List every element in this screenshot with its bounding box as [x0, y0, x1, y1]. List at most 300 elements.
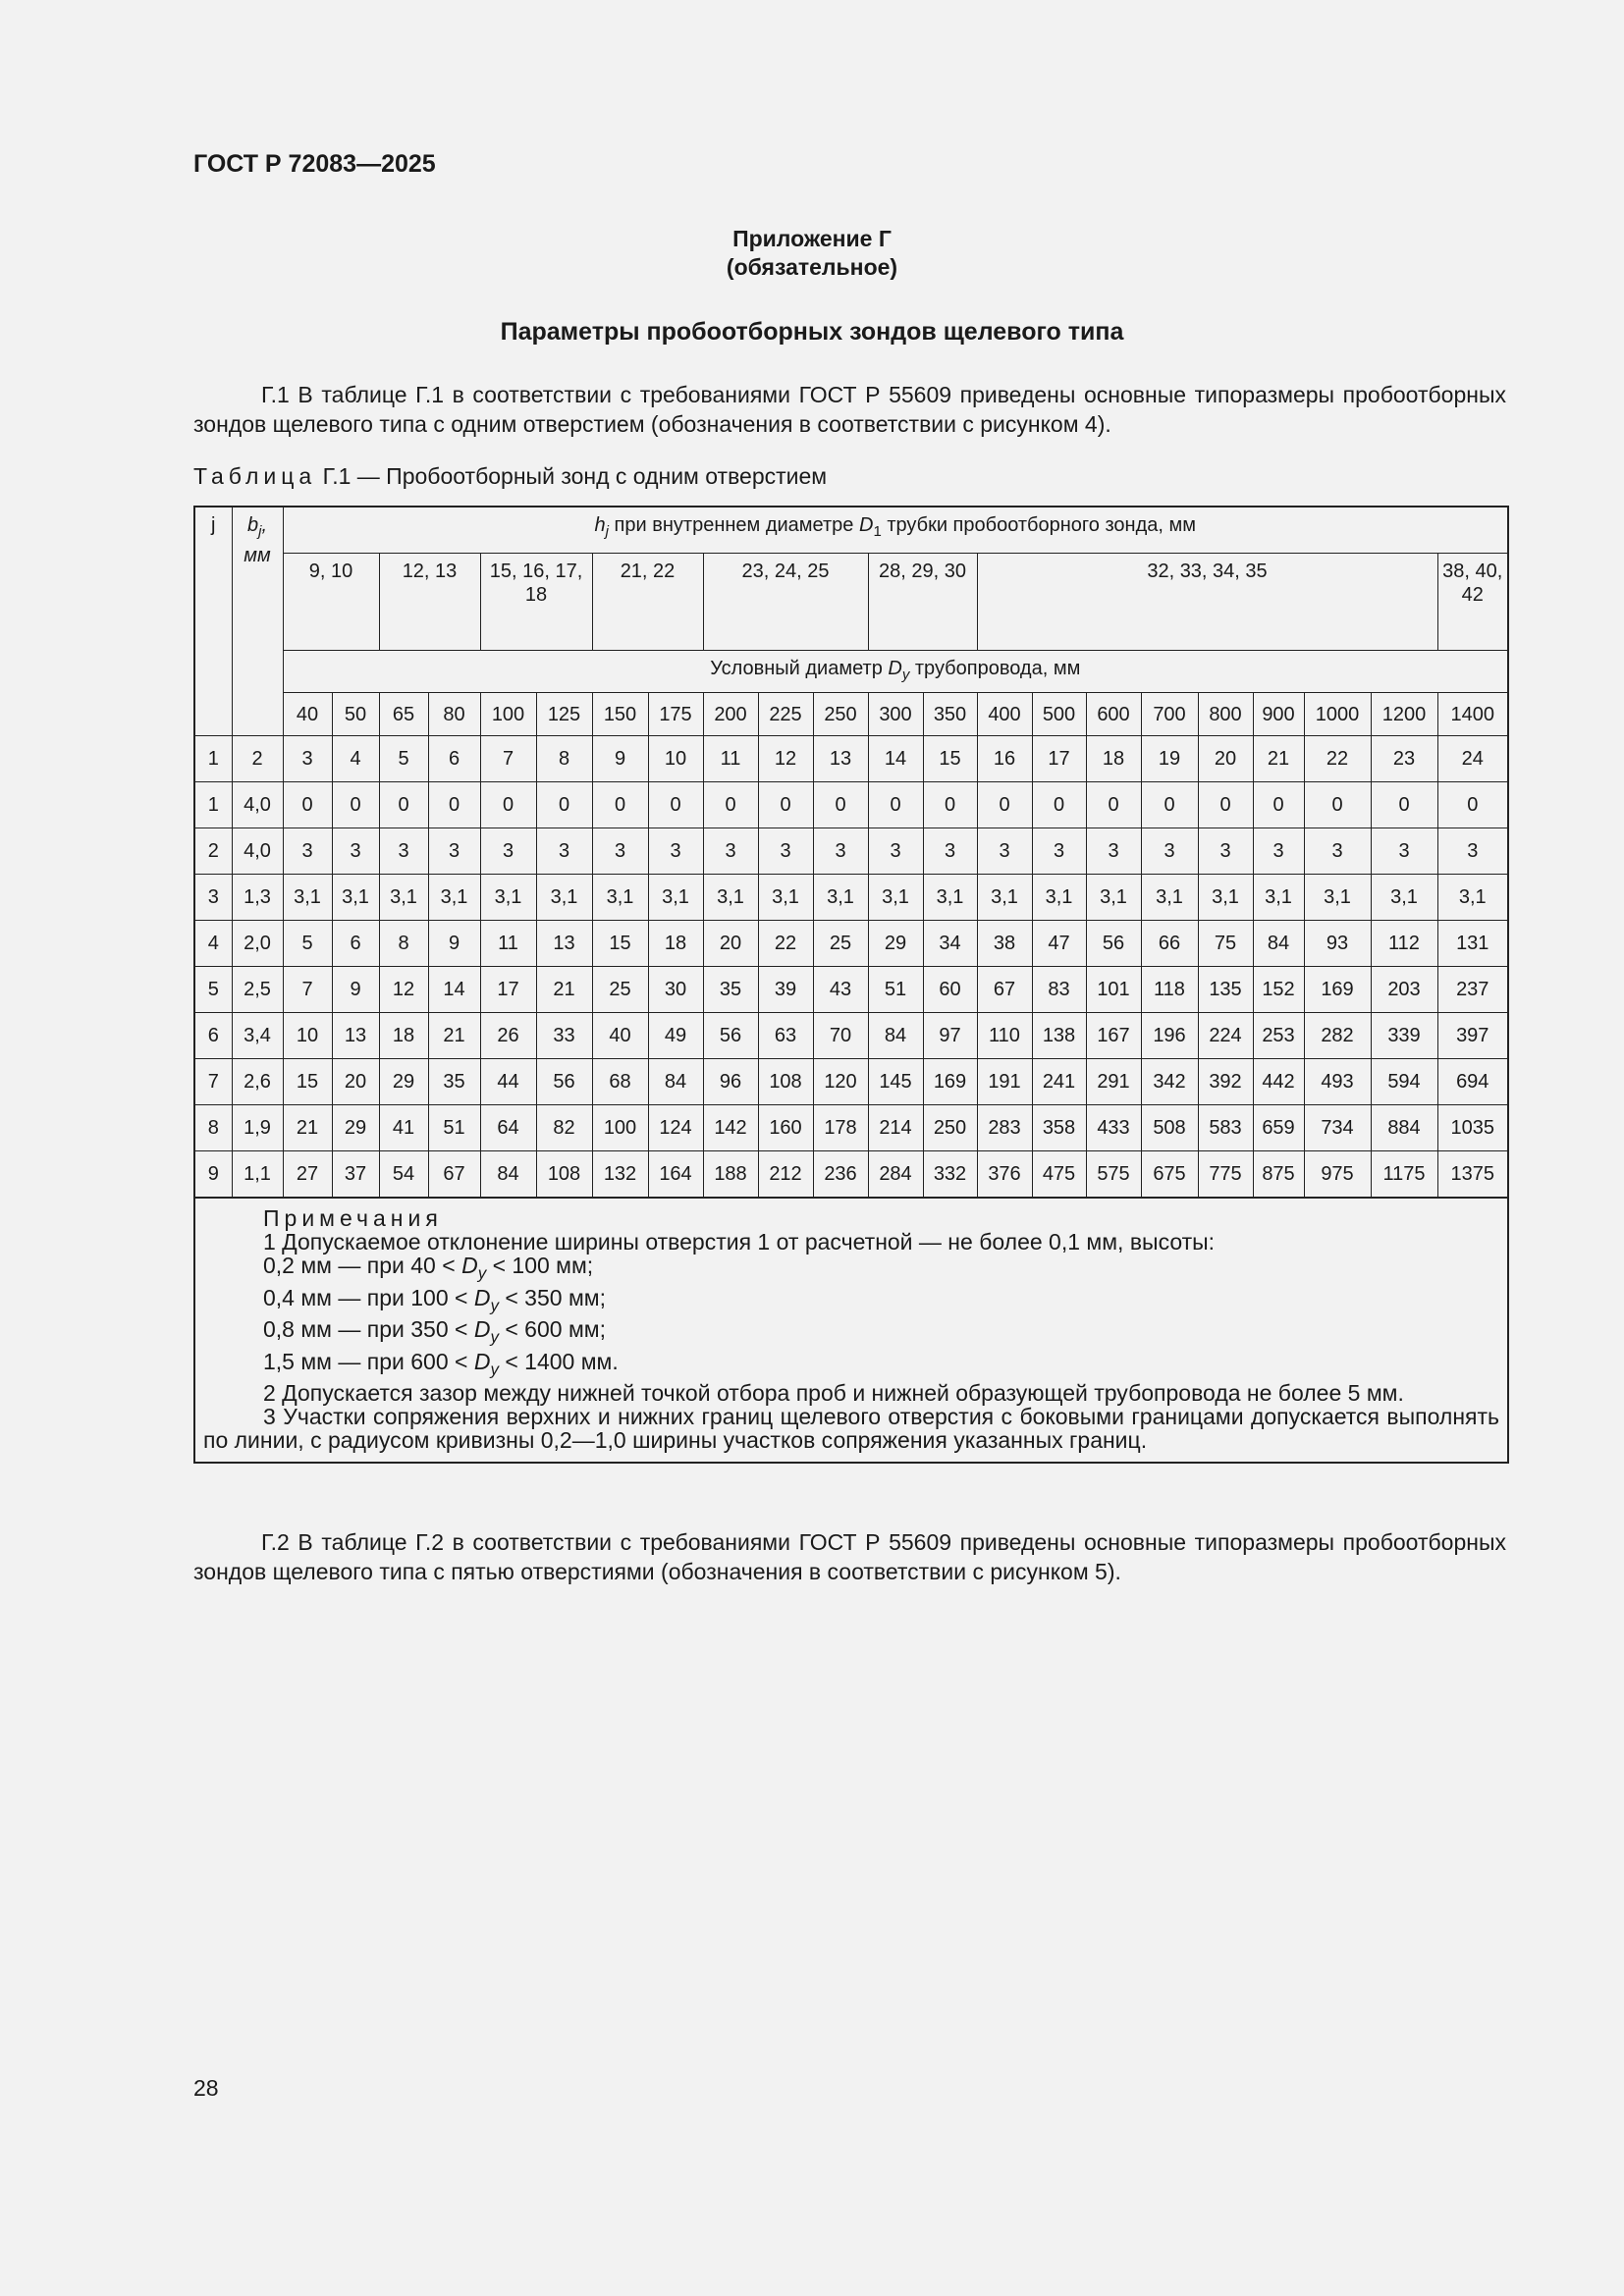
table-cell: 212 [758, 1151, 813, 1199]
notes-title: Примечания [263, 1205, 443, 1231]
column-index-cell: 5 [379, 736, 428, 782]
table-cell: 35 [428, 1059, 480, 1105]
table-cell: 2,5 [232, 967, 283, 1013]
table-cell: 47 [1032, 921, 1086, 967]
table-cell: 15 [592, 921, 648, 967]
column-header-bj: $b_j$, мм [232, 507, 283, 736]
table-cell: 75 [1198, 921, 1253, 967]
table-cell: 49 [648, 1013, 703, 1059]
table-cell: 4,0 [232, 782, 283, 828]
table-cell: 253 [1253, 1013, 1304, 1059]
paragraph-g1: Г.1 В таблице Г.1 в соответствии с требованиями ГОСТ Р 55609 приведены основные типоразмеры пробоотборных зондов щелевого типа с одним отверстием (обозначения в соответствии с рисунком 4). [193, 382, 1506, 437]
table-cell: 0 [813, 782, 868, 828]
column-index-cell: 19 [1141, 736, 1198, 782]
table-cell: 0 [1253, 782, 1304, 828]
table-cell: 11 [480, 921, 536, 967]
table-cell: 18 [648, 921, 703, 967]
table-cell: 67 [977, 967, 1032, 1013]
table-cell: 675 [1141, 1151, 1198, 1199]
table-cell: 0 [283, 782, 332, 828]
table-cell: 3,1 [1437, 875, 1508, 921]
table-cell: 1375 [1437, 1151, 1508, 1199]
table-cell: 392 [1198, 1059, 1253, 1105]
table-cell: 83 [1032, 967, 1086, 1013]
table-cell: 3,1 [283, 875, 332, 921]
table-cell: 3,1 [536, 875, 592, 921]
table-cell: 3 [536, 828, 592, 875]
column-index-cell: 12 [758, 736, 813, 782]
table-cell: 39 [758, 967, 813, 1013]
table-cell: 3,1 [868, 875, 923, 921]
d1-group-header: 28, 29, 30 [868, 554, 977, 651]
dy-value-header: 100 [480, 693, 536, 736]
table-cell: 3,1 [923, 875, 977, 921]
table-cell: 164 [648, 1151, 703, 1199]
table-cell: 135 [1198, 967, 1253, 1013]
table-cell: 0 [1032, 782, 1086, 828]
column-index-cell: 23 [1371, 736, 1437, 782]
table-cell: 82 [536, 1105, 592, 1151]
appendix-heading [0, 225, 1624, 282]
column-index-cell: 18 [1086, 736, 1141, 782]
note-2: 2 Допускается зазор между нижней точкой отбора проб и нижней образующей трубопровода не более 5 мм. [263, 1380, 1404, 1407]
table-cell: 332 [923, 1151, 977, 1199]
table-cell: 84 [648, 1059, 703, 1105]
dy-value-header: 1000 [1304, 693, 1371, 736]
table-cell: 283 [977, 1105, 1032, 1151]
table-cell: 575 [1086, 1151, 1141, 1199]
dy-label-header: Условный диаметр $D_y$ трубопровода, мм [283, 651, 1508, 693]
table-cell: 236 [813, 1151, 868, 1199]
table-cell: 3 [1086, 828, 1141, 875]
table-cell: 3 [1371, 828, 1437, 875]
table-cell: 38 [977, 921, 1032, 967]
table-row [194, 1059, 1508, 1105]
table-cell: 3,1 [428, 875, 480, 921]
table-cell: 3,1 [480, 875, 536, 921]
table-cell: 84 [480, 1151, 536, 1199]
table-cell: 22 [758, 921, 813, 967]
table-cell: 397 [1437, 1013, 1508, 1059]
column-index-cell: 4 [332, 736, 379, 782]
d1-group-header: 15, 16, 17, 18 [480, 554, 592, 651]
table-cell: 0 [1304, 782, 1371, 828]
table-cell: 26 [480, 1013, 536, 1059]
table-cell: 282 [1304, 1013, 1371, 1059]
table-cell: 0 [758, 782, 813, 828]
table-cell: 594 [1371, 1059, 1437, 1105]
table-cell: 3,1 [1032, 875, 1086, 921]
table-cell: 1 [194, 782, 232, 828]
column-index-cell: 17 [1032, 736, 1086, 782]
table-cell: 493 [1304, 1059, 1371, 1105]
table-cell: 3 [1032, 828, 1086, 875]
table-cell: 0 [480, 782, 536, 828]
table-cell: 0 [1086, 782, 1141, 828]
table-cell: 56 [536, 1059, 592, 1105]
table-notes [194, 1198, 1508, 1463]
table-cell: 3,1 [813, 875, 868, 921]
table-cell: 35 [703, 967, 758, 1013]
table-cell: 131 [1437, 921, 1508, 967]
table-cell: 196 [1141, 1013, 1198, 1059]
table-cell: 4,0 [232, 828, 283, 875]
table-cell: 3,1 [1086, 875, 1141, 921]
dy-value-header: 800 [1198, 693, 1253, 736]
column-index-cell: 13 [813, 736, 868, 782]
table-cell: 27 [283, 1151, 332, 1199]
table-cell: 21 [428, 1013, 480, 1059]
column-index-cell: 11 [703, 736, 758, 782]
d1-group-header: 32, 33, 34, 35 [977, 554, 1437, 651]
table-cell: 475 [1032, 1151, 1086, 1199]
table-cell: 41 [379, 1105, 428, 1151]
note-3: 3 Участки сопряжения верхних и нижних границ щелевого отверстия с боковыми границами допускается выполнять по линии, с радиусом кривизны 0,2—1,0 ширины участков сопряжения указанных границ. [203, 1404, 1500, 1454]
table-cell: 6 [194, 1013, 232, 1059]
table-cell: 64 [480, 1105, 536, 1151]
table-cell: 875 [1253, 1151, 1304, 1199]
dy-value-header: 80 [428, 693, 480, 736]
table-cell: 5 [283, 921, 332, 967]
table-cell: 34 [923, 921, 977, 967]
table-cell: 13 [332, 1013, 379, 1059]
note-1a: 0,2 мм — при $40 < D_y < 100$ мм; [263, 1253, 594, 1283]
table-cell: 2,6 [232, 1059, 283, 1105]
table-cell: 20 [703, 921, 758, 967]
table-cell: 21 [536, 967, 592, 1013]
column-index-cell: 16 [977, 736, 1032, 782]
table-cell: 108 [758, 1059, 813, 1105]
column-index-cell: 1 [194, 736, 232, 782]
note-1b: 0,4 мм — при $100 < D_y < 350$ мм; [263, 1284, 606, 1315]
table-cell: 291 [1086, 1059, 1141, 1105]
table-cell: 97 [923, 1013, 977, 1059]
table-cell: 142 [703, 1105, 758, 1151]
table-cell: 3 [977, 828, 1032, 875]
table-cell: 442 [1253, 1059, 1304, 1105]
table-cell: 120 [813, 1059, 868, 1105]
table-cell: 3 [1304, 828, 1371, 875]
table-cell: 51 [428, 1105, 480, 1151]
d1-group-header: 21, 22 [592, 554, 703, 651]
table-cell: 9 [194, 1151, 232, 1199]
column-index-cell: 3 [283, 736, 332, 782]
table-cell: 13 [536, 921, 592, 967]
table-cell: 3,1 [1371, 875, 1437, 921]
table-cell: 21 [283, 1105, 332, 1151]
table-cell: 376 [977, 1151, 1032, 1199]
table-cell: 3 [813, 828, 868, 875]
table-cell: 4 [194, 921, 232, 967]
table-cell: 8 [379, 921, 428, 967]
table-cell: 358 [1032, 1105, 1086, 1151]
column-index-cell: 7 [480, 736, 536, 782]
table-cell: 1,3 [232, 875, 283, 921]
table-cell: 17 [480, 967, 536, 1013]
table-cell: 0 [977, 782, 1032, 828]
table-cell: 694 [1437, 1059, 1508, 1105]
column-index-cell: 24 [1437, 736, 1508, 782]
dy-value-header: 900 [1253, 693, 1304, 736]
table-cell: 29 [379, 1059, 428, 1105]
table-cell: 145 [868, 1059, 923, 1105]
dy-value-header: 1400 [1437, 693, 1508, 736]
column-index-cell: 2 [232, 736, 283, 782]
table-cell: 3 [648, 828, 703, 875]
table-row [194, 875, 1508, 921]
table-cell: 169 [923, 1059, 977, 1105]
table-cell: 68 [592, 1059, 648, 1105]
table-cell: 1,1 [232, 1151, 283, 1199]
table-cell: 124 [648, 1105, 703, 1151]
table-g1 [193, 506, 1509, 1464]
section-title: Параметры пробоотборных зондов щелевого типа [500, 318, 1124, 346]
table-cell: 0 [332, 782, 379, 828]
table-cell: 51 [868, 967, 923, 1013]
table-cell: 167 [1086, 1013, 1141, 1059]
table-cell: 8 [194, 1105, 232, 1151]
column-index-cell: 9 [592, 736, 648, 782]
table-cell: 3 [1253, 828, 1304, 875]
table-cell: 84 [868, 1013, 923, 1059]
table-cell: 9 [332, 967, 379, 1013]
table-cell: 10 [283, 1013, 332, 1059]
table-cell: 3 [703, 828, 758, 875]
dy-value-header: 600 [1086, 693, 1141, 736]
table-cell: 25 [592, 967, 648, 1013]
dy-value-header: 350 [923, 693, 977, 736]
table-row [194, 921, 1508, 967]
table-cell: 25 [813, 921, 868, 967]
table-cell: 3,1 [379, 875, 428, 921]
table-cell: 15 [283, 1059, 332, 1105]
note-1c: 0,8 мм — при $350 < D_y < 600$ мм; [263, 1316, 606, 1347]
table-cell: 0 [703, 782, 758, 828]
table-cell: 84 [1253, 921, 1304, 967]
table-cell: 3,1 [1198, 875, 1253, 921]
table-cell: 12 [379, 967, 428, 1013]
column-index-cell: 14 [868, 736, 923, 782]
column-index-cell: 15 [923, 736, 977, 782]
table-caption: Таблица Г.1 — Пробоотборный зонд с одним отверстием [193, 463, 828, 489]
table-cell: 975 [1304, 1151, 1371, 1199]
table-cell: 0 [1371, 782, 1437, 828]
dy-value-header: 250 [813, 693, 868, 736]
column-index-cell: 6 [428, 736, 480, 782]
table-cell: 60 [923, 967, 977, 1013]
table-cell: 108 [536, 1151, 592, 1199]
table-cell: 775 [1198, 1151, 1253, 1199]
table-cell: 6 [332, 921, 379, 967]
table-cell: 237 [1437, 967, 1508, 1013]
table-cell: 3 [758, 828, 813, 875]
table-cell: 3 [1141, 828, 1198, 875]
table-cell: 250 [923, 1105, 977, 1151]
column-index-cell: 10 [648, 736, 703, 782]
column-header-j: j [194, 507, 232, 736]
table-cell: 101 [1086, 967, 1141, 1013]
dy-value-header: 1200 [1371, 693, 1437, 736]
table-row [194, 1013, 1508, 1059]
table-cell: 9 [428, 921, 480, 967]
column-header-hj: $h_j$ при внутреннем диаметре $D_1$ трубки пробоотборного зонда, мм [283, 507, 1508, 554]
table-cell: 659 [1253, 1105, 1304, 1151]
table-cell: 3 [194, 875, 232, 921]
table-cell: 3,1 [332, 875, 379, 921]
table-cell: 3 [283, 828, 332, 875]
table-cell: 0 [868, 782, 923, 828]
table-cell: 284 [868, 1151, 923, 1199]
table-cell: 3,4 [232, 1013, 283, 1059]
table-cell: 734 [1304, 1105, 1371, 1151]
table-cell: 20 [332, 1059, 379, 1105]
table-cell: 583 [1198, 1105, 1253, 1151]
d1-group-header: 12, 13 [379, 554, 480, 651]
table-cell: 56 [1086, 921, 1141, 967]
table-cell: 3 [428, 828, 480, 875]
table-cell: 203 [1371, 967, 1437, 1013]
column-index-cell: 20 [1198, 736, 1253, 782]
table-cell: 29 [332, 1105, 379, 1151]
table-cell: 3,1 [1253, 875, 1304, 921]
table-cell: 169 [1304, 967, 1371, 1013]
note-1: 1 Допускаемое отклонение ширины отверстия 1 от расчетной — не более 0,1 мм, высоты: [263, 1229, 1216, 1255]
table-cell: 54 [379, 1151, 428, 1199]
table-cell: 884 [1371, 1105, 1437, 1151]
dy-value-header: 150 [592, 693, 648, 736]
table-cell: 18 [379, 1013, 428, 1059]
table-cell: 0 [428, 782, 480, 828]
table-cell: 1,9 [232, 1105, 283, 1151]
table-cell: 100 [592, 1105, 648, 1151]
table-cell: 44 [480, 1059, 536, 1105]
table-cell: 110 [977, 1013, 1032, 1059]
page-number: 28 [193, 2075, 219, 2101]
dy-value-header: 40 [283, 693, 332, 736]
table-row [194, 782, 1508, 828]
table-cell: 67 [428, 1151, 480, 1199]
appendix-label: Приложение Г [732, 226, 892, 251]
table-cell: 1035 [1437, 1105, 1508, 1151]
table-cell: 56 [703, 1013, 758, 1059]
table-cell: 188 [703, 1151, 758, 1199]
table-cell: 63 [758, 1013, 813, 1059]
d1-group-header: 23, 24, 25 [703, 554, 868, 651]
table-cell: 339 [1371, 1013, 1437, 1059]
table-cell: 191 [977, 1059, 1032, 1105]
table-cell: 112 [1371, 921, 1437, 967]
table-cell: 3 [332, 828, 379, 875]
table-cell: 3 [868, 828, 923, 875]
note-1d: 1,5 мм — при $600 < D_y < 1400$ мм. [263, 1348, 619, 1379]
table-cell: 3 [1437, 828, 1508, 875]
table-cell: 224 [1198, 1013, 1253, 1059]
table-cell: 3 [1198, 828, 1253, 875]
column-index-cell: 8 [536, 736, 592, 782]
table-cell: 0 [1198, 782, 1253, 828]
table-cell: 37 [332, 1151, 379, 1199]
table-cell: 7 [194, 1059, 232, 1105]
table-cell: 3,1 [1304, 875, 1371, 921]
table-cell: 160 [758, 1105, 813, 1151]
dy-value-header: 175 [648, 693, 703, 736]
table-cell: 66 [1141, 921, 1198, 967]
table-cell: 138 [1032, 1013, 1086, 1059]
dy-value-header: 50 [332, 693, 379, 736]
table-cell: 0 [1437, 782, 1508, 828]
dy-value-header: 500 [1032, 693, 1086, 736]
dy-value-header: 400 [977, 693, 1032, 736]
table-cell: 0 [648, 782, 703, 828]
paragraph-g2: Г.2 В таблице Г.2 в соответствии с требованиями ГОСТ Р 55609 приведены основные типоразмеры пробоотборных зондов щелевого типа с пятью отверстиями (обозначения в соответствии с рисунком 5). [193, 1529, 1506, 1584]
table-cell: 214 [868, 1105, 923, 1151]
column-index-row [194, 736, 1508, 782]
table-cell: 96 [703, 1059, 758, 1105]
table-cell: 2,0 [232, 921, 283, 967]
table-cell: 433 [1086, 1105, 1141, 1151]
table-cell: 14 [428, 967, 480, 1013]
table-cell: 152 [1253, 967, 1304, 1013]
table-row [194, 1105, 1508, 1151]
table-cell: 342 [1141, 1059, 1198, 1105]
table-cell: 0 [379, 782, 428, 828]
dy-value-header: 700 [1141, 693, 1198, 736]
table-cell: 0 [592, 782, 648, 828]
table-cell: 132 [592, 1151, 648, 1199]
table-cell: 3 [379, 828, 428, 875]
table-cell: 3 [592, 828, 648, 875]
table-cell: 93 [1304, 921, 1371, 967]
table-cell: 3 [923, 828, 977, 875]
d1-group-header: 9, 10 [283, 554, 379, 651]
dy-value-header: 65 [379, 693, 428, 736]
table-cell: 40 [592, 1013, 648, 1059]
table-cell: 3,1 [758, 875, 813, 921]
table-cell: 0 [1141, 782, 1198, 828]
table-cell: 7 [283, 967, 332, 1013]
table-cell: 0 [536, 782, 592, 828]
table-cell: 3 [480, 828, 536, 875]
table-cell: 3,1 [977, 875, 1032, 921]
table-cell: 3,1 [592, 875, 648, 921]
table-cell: 5 [194, 967, 232, 1013]
table-cell: 0 [923, 782, 977, 828]
table-cell: 3,1 [1141, 875, 1198, 921]
table-cell: 118 [1141, 967, 1198, 1013]
dy-value-header: 125 [536, 693, 592, 736]
table-cell: 508 [1141, 1105, 1198, 1151]
table-cell: 43 [813, 967, 868, 1013]
dy-value-header: 225 [758, 693, 813, 736]
dy-value-header: 200 [703, 693, 758, 736]
d1-group-header: 38, 40, 42 [1437, 554, 1508, 651]
document-code: ГОСТ Р 72083—2025 [193, 150, 436, 178]
table-cell: 30 [648, 967, 703, 1013]
table-cell: 2 [194, 828, 232, 875]
table-cell: 33 [536, 1013, 592, 1059]
table-row [194, 828, 1508, 875]
table-row [194, 1151, 1508, 1199]
column-index-cell: 21 [1253, 736, 1304, 782]
table-cell: 70 [813, 1013, 868, 1059]
column-index-cell: 22 [1304, 736, 1371, 782]
appendix-status: (обязательное) [726, 254, 898, 280]
table-cell: 241 [1032, 1059, 1086, 1105]
table-row [194, 967, 1508, 1013]
dy-value-header: 300 [868, 693, 923, 736]
table-cell: 1175 [1371, 1151, 1437, 1199]
table-cell: 3,1 [703, 875, 758, 921]
